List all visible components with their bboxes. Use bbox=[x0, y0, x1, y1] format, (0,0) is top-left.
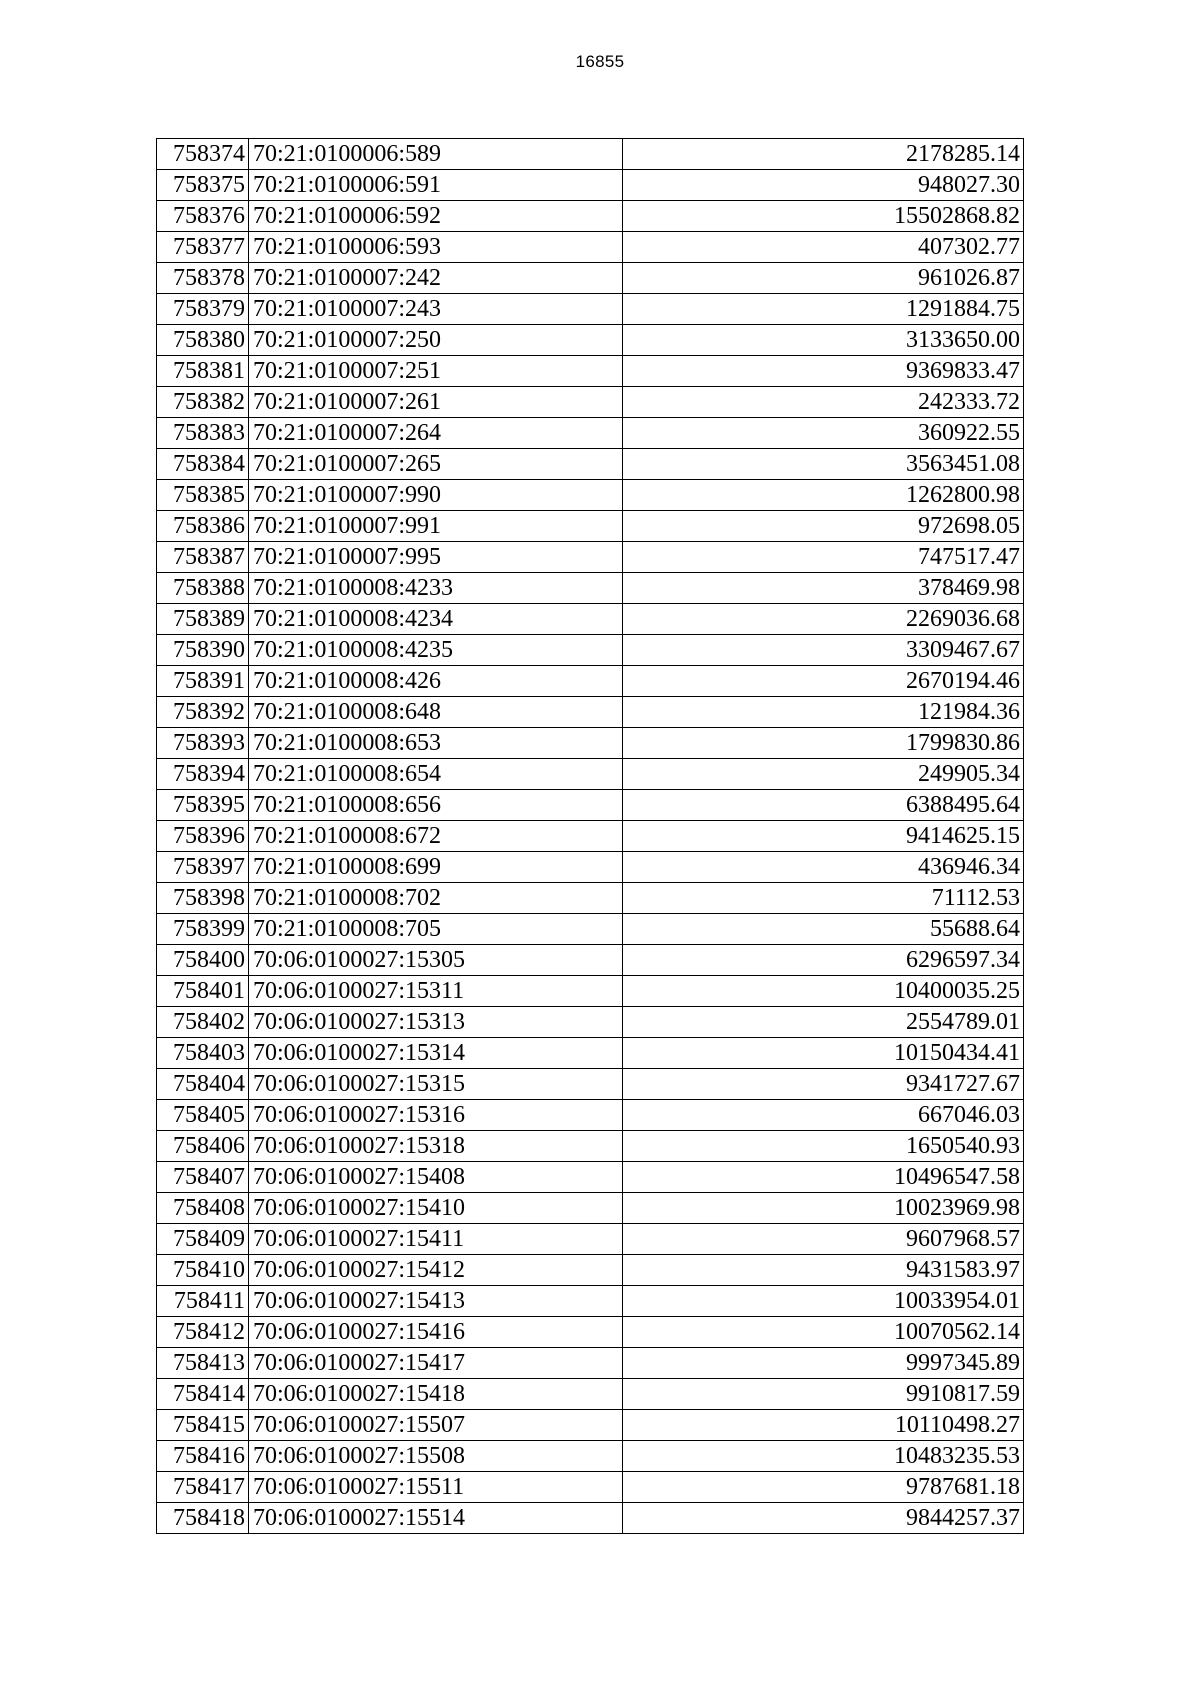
cadastral-value-cell: 3563451.08 bbox=[623, 449, 1024, 480]
row-number-cell: 758400 bbox=[157, 945, 249, 976]
table-row bbox=[157, 263, 1024, 294]
cadastral-number-cell: 70:21:0100007:250 bbox=[249, 325, 623, 356]
table-row bbox=[157, 418, 1024, 449]
cadastral-number-cell: 70:21:0100007:991 bbox=[249, 511, 623, 542]
cadastral-value-cell: 9997345.89 bbox=[623, 1348, 1024, 1379]
row-number-cell: 758399 bbox=[157, 914, 249, 945]
cadastral-value-cell: 9414625.15 bbox=[623, 821, 1024, 852]
cadastral-value-cell: 10070562.14 bbox=[623, 1317, 1024, 1348]
cadastral-number-cell: 70:06:0100027:15413 bbox=[249, 1286, 623, 1317]
page-number: 16855 bbox=[575, 52, 625, 71]
row-number-cell: 758378 bbox=[157, 263, 249, 294]
table-row bbox=[157, 759, 1024, 790]
row-number-cell: 758403 bbox=[157, 1038, 249, 1069]
row-number-cell: 758382 bbox=[157, 387, 249, 418]
cadastral-value-cell: 747517.47 bbox=[623, 542, 1024, 573]
table-row bbox=[157, 542, 1024, 573]
row-number-cell: 758408 bbox=[157, 1193, 249, 1224]
cadastral-value-cell: 10150434.41 bbox=[623, 1038, 1024, 1069]
row-number-cell: 758383 bbox=[157, 418, 249, 449]
table-row bbox=[157, 883, 1024, 914]
cadastral-number-cell: 70:21:0100008:426 bbox=[249, 666, 623, 697]
cadastral-number-cell: 70:06:0100027:15315 bbox=[249, 1069, 623, 1100]
cadastral-number-cell: 70:21:0100007:990 bbox=[249, 480, 623, 511]
table-row bbox=[157, 1317, 1024, 1348]
row-number-cell: 758389 bbox=[157, 604, 249, 635]
table-row bbox=[157, 1410, 1024, 1441]
table-row bbox=[157, 852, 1024, 883]
row-number-cell: 758394 bbox=[157, 759, 249, 790]
cadastral-value-cell: 1799830.86 bbox=[623, 728, 1024, 759]
row-number-cell: 758377 bbox=[157, 232, 249, 263]
table-row bbox=[157, 728, 1024, 759]
row-number-cell: 758404 bbox=[157, 1069, 249, 1100]
cadastral-number-cell: 70:21:0100006:593 bbox=[249, 232, 623, 263]
cadastral-number-cell: 70:06:0100027:15408 bbox=[249, 1162, 623, 1193]
row-number-cell: 758411 bbox=[157, 1286, 249, 1317]
table-row bbox=[157, 480, 1024, 511]
row-number-cell: 758374 bbox=[157, 139, 249, 170]
cadastral-number-cell: 70:06:0100027:15305 bbox=[249, 945, 623, 976]
cadastral-number-cell: 70:21:0100006:592 bbox=[249, 201, 623, 232]
cadastral-number-cell: 70:06:0100027:15412 bbox=[249, 1255, 623, 1286]
row-number-cell: 758407 bbox=[157, 1162, 249, 1193]
cadastral-number-cell: 70:21:0100008:648 bbox=[249, 697, 623, 728]
cadastral-value-cell: 6296597.34 bbox=[623, 945, 1024, 976]
cadastral-number-cell: 70:06:0100027:15411 bbox=[249, 1224, 623, 1255]
cadastral-value-cell: 9910817.59 bbox=[623, 1379, 1024, 1410]
cadastral-value-cell: 10033954.01 bbox=[623, 1286, 1024, 1317]
table-row bbox=[157, 790, 1024, 821]
cadastral-number-cell: 70:21:0100007:264 bbox=[249, 418, 623, 449]
row-number-cell: 758417 bbox=[157, 1472, 249, 1503]
table-row bbox=[157, 1193, 1024, 1224]
table-row bbox=[157, 1131, 1024, 1162]
cadastral-number-cell: 70:21:0100007:243 bbox=[249, 294, 623, 325]
table-row bbox=[157, 1348, 1024, 1379]
row-number-cell: 758398 bbox=[157, 883, 249, 914]
row-number-cell: 758395 bbox=[157, 790, 249, 821]
table-body bbox=[157, 139, 1024, 1534]
cadastral-number-cell: 70:06:0100027:15514 bbox=[249, 1503, 623, 1534]
cadastral-number-cell: 70:21:0100007:261 bbox=[249, 387, 623, 418]
table-row bbox=[157, 1441, 1024, 1472]
table-row bbox=[157, 1069, 1024, 1100]
row-number-cell: 758418 bbox=[157, 1503, 249, 1534]
table-row bbox=[157, 325, 1024, 356]
table-row bbox=[157, 697, 1024, 728]
cadastral-value-cell: 1291884.75 bbox=[623, 294, 1024, 325]
row-number-cell: 758410 bbox=[157, 1255, 249, 1286]
row-number-cell: 758393 bbox=[157, 728, 249, 759]
row-number-cell: 758392 bbox=[157, 697, 249, 728]
row-number-cell: 758412 bbox=[157, 1317, 249, 1348]
cadastral-value-cell: 1262800.98 bbox=[623, 480, 1024, 511]
cadastral-number-cell: 70:06:0100027:15311 bbox=[249, 976, 623, 1007]
row-number-cell: 758414 bbox=[157, 1379, 249, 1410]
cadastral-number-cell: 70:21:0100008:654 bbox=[249, 759, 623, 790]
table-row bbox=[157, 1224, 1024, 1255]
cadastral-number-cell: 70:06:0100027:15314 bbox=[249, 1038, 623, 1069]
table-row bbox=[157, 1255, 1024, 1286]
row-number-cell: 758416 bbox=[157, 1441, 249, 1472]
cadastral-number-cell: 70:21:0100008:4235 bbox=[249, 635, 623, 666]
cadastral-value-cell: 9787681.18 bbox=[623, 1472, 1024, 1503]
cadastral-value-cell: 1650540.93 bbox=[623, 1131, 1024, 1162]
cadastral-value-cell: 2269036.68 bbox=[623, 604, 1024, 635]
table-row bbox=[157, 1503, 1024, 1534]
table-row bbox=[157, 232, 1024, 263]
row-number-cell: 758409 bbox=[157, 1224, 249, 1255]
cadastral-number-cell: 70:06:0100027:15508 bbox=[249, 1441, 623, 1472]
cadastral-value-cell: 10110498.27 bbox=[623, 1410, 1024, 1441]
cadastral-value-cell: 360922.55 bbox=[623, 418, 1024, 449]
cadastral-value-cell: 972698.05 bbox=[623, 511, 1024, 542]
table-row bbox=[157, 1379, 1024, 1410]
cadastral-number-cell: 70:21:0100008:702 bbox=[249, 883, 623, 914]
cadastral-number-cell: 70:21:0100006:591 bbox=[249, 170, 623, 201]
cadastral-number-cell: 70:21:0100007:995 bbox=[249, 542, 623, 573]
cadastral-number-cell: 70:21:0100006:589 bbox=[249, 139, 623, 170]
row-number-cell: 758390 bbox=[157, 635, 249, 666]
table-row bbox=[157, 945, 1024, 976]
table-row bbox=[157, 387, 1024, 418]
table-row bbox=[157, 294, 1024, 325]
cadastral-number-cell: 70:21:0100008:4234 bbox=[249, 604, 623, 635]
row-number-cell: 758387 bbox=[157, 542, 249, 573]
table-row bbox=[157, 170, 1024, 201]
table-row bbox=[157, 1038, 1024, 1069]
table-row bbox=[157, 821, 1024, 852]
row-number-cell: 758388 bbox=[157, 573, 249, 604]
cadastral-value-cell: 407302.77 bbox=[623, 232, 1024, 263]
cadastral-value-cell: 10483235.53 bbox=[623, 1441, 1024, 1472]
table-row bbox=[157, 1162, 1024, 1193]
table-row bbox=[157, 573, 1024, 604]
cadastral-value-cell: 9369833.47 bbox=[623, 356, 1024, 387]
cadastral-value-cell: 55688.64 bbox=[623, 914, 1024, 945]
cadastral-number-cell: 70:06:0100027:15316 bbox=[249, 1100, 623, 1131]
cadastral-number-cell: 70:06:0100027:15511 bbox=[249, 1472, 623, 1503]
cadastral-value-cell: 71112.53 bbox=[623, 883, 1024, 914]
row-number-cell: 758415 bbox=[157, 1410, 249, 1441]
cadastral-number-cell: 70:21:0100008:699 bbox=[249, 852, 623, 883]
row-number-cell: 758402 bbox=[157, 1007, 249, 1038]
row-number-cell: 758379 bbox=[157, 294, 249, 325]
row-number-cell: 758397 bbox=[157, 852, 249, 883]
cadastral-value-cell: 9844257.37 bbox=[623, 1503, 1024, 1534]
table-row bbox=[157, 976, 1024, 1007]
cadastral-number-cell: 70:06:0100027:15417 bbox=[249, 1348, 623, 1379]
table-row bbox=[157, 201, 1024, 232]
row-number-cell: 758406 bbox=[157, 1131, 249, 1162]
cadastral-value-cell: 9431583.97 bbox=[623, 1255, 1024, 1286]
cadastral-value-cell: 10496547.58 bbox=[623, 1162, 1024, 1193]
row-number-cell: 758380 bbox=[157, 325, 249, 356]
cadastral-number-cell: 70:06:0100027:15318 bbox=[249, 1131, 623, 1162]
row-number-cell: 758413 bbox=[157, 1348, 249, 1379]
cadastral-number-cell: 70:06:0100027:15418 bbox=[249, 1379, 623, 1410]
row-number-cell: 758405 bbox=[157, 1100, 249, 1131]
table-row bbox=[157, 604, 1024, 635]
cadastral-value-cell: 10400035.25 bbox=[623, 976, 1024, 1007]
row-number-cell: 758376 bbox=[157, 201, 249, 232]
cadastral-value-cell: 667046.03 bbox=[623, 1100, 1024, 1131]
cadastral-number-cell: 70:21:0100007:265 bbox=[249, 449, 623, 480]
cadastral-number-cell: 70:06:0100027:15313 bbox=[249, 1007, 623, 1038]
cadastral-number-cell: 70:21:0100008:4233 bbox=[249, 573, 623, 604]
table-row bbox=[157, 139, 1024, 170]
table-row bbox=[157, 635, 1024, 666]
table-row bbox=[157, 666, 1024, 697]
cadastral-value-cell: 10023969.98 bbox=[623, 1193, 1024, 1224]
row-number-cell: 758384 bbox=[157, 449, 249, 480]
cadastral-number-cell: 70:21:0100008:672 bbox=[249, 821, 623, 852]
cadastral-value-cell: 242333.72 bbox=[623, 387, 1024, 418]
row-number-cell: 758386 bbox=[157, 511, 249, 542]
table-row bbox=[157, 511, 1024, 542]
row-number-cell: 758375 bbox=[157, 170, 249, 201]
cadastral-value-cell: 3133650.00 bbox=[623, 325, 1024, 356]
cadastral-value-cell: 9607968.57 bbox=[623, 1224, 1024, 1255]
cadastral-value-cell: 948027.30 bbox=[623, 170, 1024, 201]
table-row bbox=[157, 1007, 1024, 1038]
cadastral-number-cell: 70:21:0100008:656 bbox=[249, 790, 623, 821]
cadastral-value-cell: 436946.34 bbox=[623, 852, 1024, 883]
row-number-cell: 758385 bbox=[157, 480, 249, 511]
table-row bbox=[157, 1286, 1024, 1317]
cadastral-value-cell: 2670194.46 bbox=[623, 666, 1024, 697]
cadastral-value-cell: 121984.36 bbox=[623, 697, 1024, 728]
cadastral-value-cell: 2178285.14 bbox=[623, 139, 1024, 170]
cadastral-number-cell: 70:06:0100027:15507 bbox=[249, 1410, 623, 1441]
cadastral-value-cell: 6388495.64 bbox=[623, 790, 1024, 821]
cadastral-number-cell: 70:21:0100007:251 bbox=[249, 356, 623, 387]
row-number-cell: 758401 bbox=[157, 976, 249, 1007]
table-row bbox=[157, 914, 1024, 945]
cadastral-value-table bbox=[156, 138, 1024, 1534]
row-number-cell: 758396 bbox=[157, 821, 249, 852]
cadastral-value-cell: 2554789.01 bbox=[623, 1007, 1024, 1038]
table-row bbox=[157, 1100, 1024, 1131]
cadastral-number-cell: 70:21:0100008:705 bbox=[249, 914, 623, 945]
cadastral-number-cell: 70:06:0100027:15410 bbox=[249, 1193, 623, 1224]
cadastral-value-cell: 15502868.82 bbox=[623, 201, 1024, 232]
table-row bbox=[157, 449, 1024, 480]
cadastral-number-cell: 70:06:0100027:15416 bbox=[249, 1317, 623, 1348]
cadastral-number-cell: 70:21:0100007:242 bbox=[249, 263, 623, 294]
cadastral-value-cell: 3309467.67 bbox=[623, 635, 1024, 666]
row-number-cell: 758381 bbox=[157, 356, 249, 387]
cadastral-value-cell: 378469.98 bbox=[623, 573, 1024, 604]
table-row bbox=[157, 1472, 1024, 1503]
row-number-cell: 758391 bbox=[157, 666, 249, 697]
table-row bbox=[157, 356, 1024, 387]
cadastral-value-cell: 961026.87 bbox=[623, 263, 1024, 294]
cadastral-value-cell: 249905.34 bbox=[623, 759, 1024, 790]
cadastral-number-cell: 70:21:0100008:653 bbox=[249, 728, 623, 759]
cadastral-value-cell: 9341727.67 bbox=[623, 1069, 1024, 1100]
